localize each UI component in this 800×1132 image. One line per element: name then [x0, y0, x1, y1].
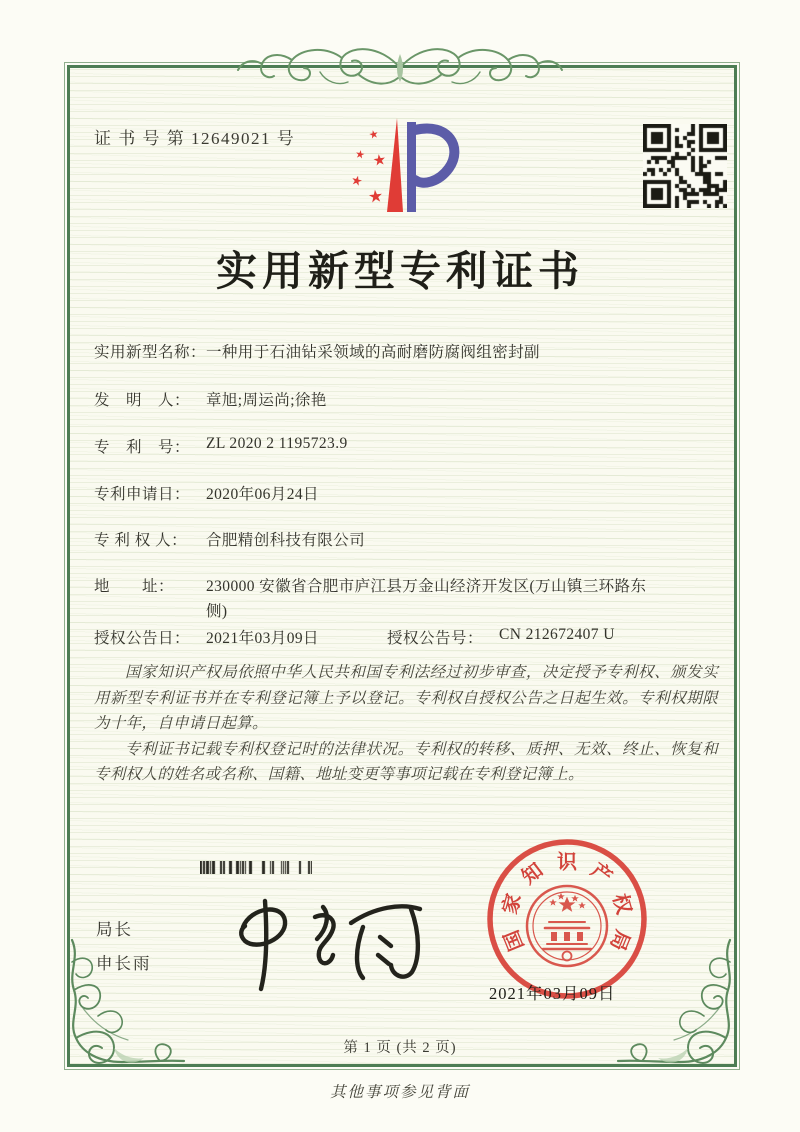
field-value: 2021年03月09日 [206, 630, 319, 647]
seal-date: 2021年03月09日 [489, 984, 616, 1003]
field-label: 地 址： [94, 578, 175, 595]
field-row-filing-date [94, 482, 319, 504]
field-label: 发 明 人： [94, 392, 191, 409]
official-seal [482, 834, 652, 1004]
page-number: 第 1 页 (共 2 页) [343, 1040, 457, 1056]
seal-ring-char: 家 [499, 891, 526, 917]
certificate-number: 证 书 号 第 12649021 号 [94, 129, 296, 148]
field-value: 一种用于石油钻采领域的高耐磨防腐阀组密封副 [206, 344, 540, 361]
field-label: 授权公告日： [94, 630, 191, 647]
logo-star-icon: ★ [367, 186, 385, 207]
signer-title: 局长 [96, 920, 133, 939]
field-row-patent-number [94, 435, 348, 457]
field-value: CN 212672407 U [499, 626, 615, 643]
field-value: ZL 2020 2 1195723.9 [206, 435, 348, 452]
seal-ring-char: 产 [586, 859, 616, 889]
signer-name: 申长雨 [96, 954, 152, 973]
logo-star-icon: ★ [367, 128, 380, 142]
field-row-inventors [94, 388, 327, 410]
seal-ring-char: 国 [500, 926, 529, 954]
field-label: 实用新型名称： [94, 344, 207, 361]
cnipa-patent-logo [351, 114, 471, 220]
field-label: 专 利 号： [94, 439, 191, 456]
field-label: 专 利 权 人： [94, 532, 188, 549]
legal-paragraph: 国家知识产权局依照中华人民共和国专利法经过初步审查，决定授予专利权、颁发实用新型专利证书并在专利登记簿上予以登记。专利权自授权公告之日起生效。专利权期限为十年，自申请日起算。 [94, 664, 718, 732]
seal-ring-char: 识 [557, 851, 577, 874]
seal-ring-char: 局 [605, 926, 634, 954]
seal-ring-char: 知 [518, 859, 548, 889]
logo-star-icon: ★ [349, 171, 365, 190]
field-row-grant [94, 626, 615, 648]
legal-text [94, 660, 718, 788]
back-side-note: 其他事项参见背面 [329, 1084, 470, 1101]
commissioner-signature [205, 865, 435, 995]
legal-paragraph: 专利证书记载专利权登记时的法律状况。专利权的转移、质押、无效、终止、恢复和专利权人的姓名或名称、国籍、地址变更等事项记载在专利登记簿上。 [94, 740, 718, 783]
field-value: 2020年06月24日 [206, 486, 319, 503]
logo-star-icon: ★ [371, 152, 388, 170]
field-label: 专利申请日： [94, 486, 191, 503]
field-row-address [94, 574, 654, 624]
qr-code [643, 124, 727, 208]
field-value: 章旭;周运尚;徐艳 [206, 392, 327, 409]
seal-ring-char: 权 [608, 891, 635, 917]
field-value: 230000 安徽省合肥市庐江县万金山经济开发区(万山镇三环路东侧) [206, 578, 647, 620]
field-row-name [94, 340, 540, 362]
field-label: 授权公告号： [387, 630, 484, 647]
certificate-title: 实用新型专利证书 [216, 248, 584, 294]
field-value: 合肥精创科技有限公司 [206, 532, 366, 549]
field-row-patentee [94, 528, 365, 550]
logo-star-icon: ★ [354, 148, 366, 162]
